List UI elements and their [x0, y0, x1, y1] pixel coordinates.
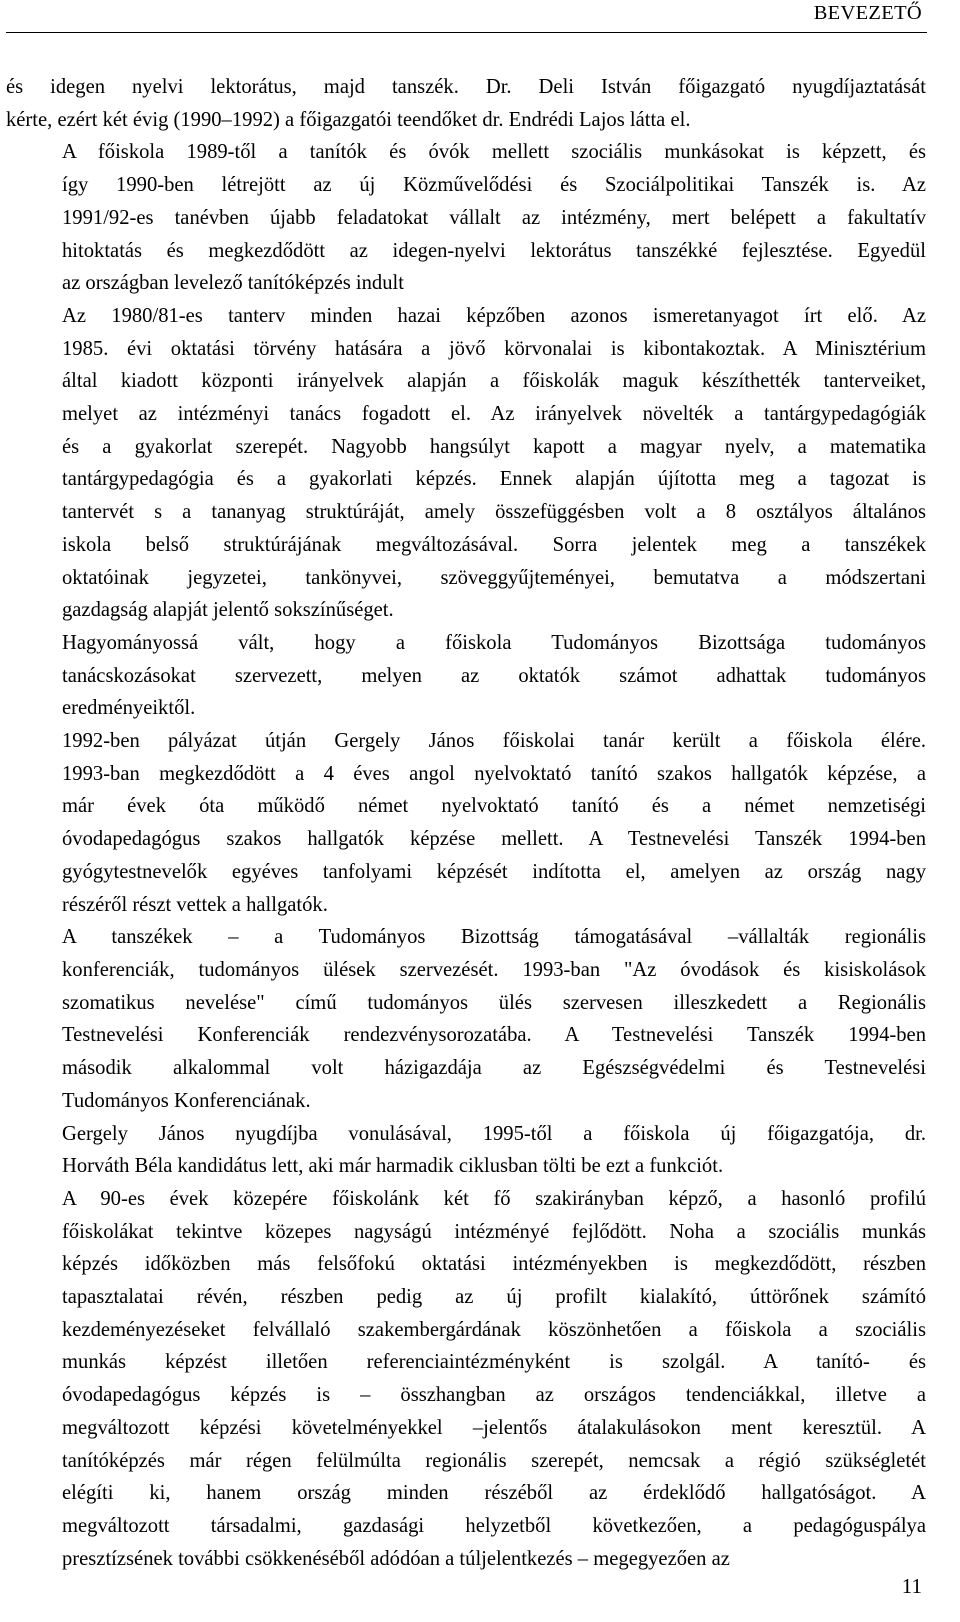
text-line: Hagyományossá vált, hogy a főiskola Tudományos Bizottsága tudományos: [62, 631, 926, 654]
text-line: második alkalommal volt házigazdája az Egészségvédelmi és Testnevelési: [62, 1057, 926, 1080]
text-line: oktatóinak jegyzetei, tankönyvei, szöveggyűjteményei, bemutatva a módszertani: [62, 566, 926, 589]
text-line: 1993-ban megkezdődött a 4 éves angol nyelvoktató tanító szakos hallgatók képzése, a: [62, 762, 926, 785]
paragraph: [6, 71, 926, 136]
text-line: az országban levelező tanítóképzés indult: [62, 272, 404, 295]
paragraph: [6, 300, 926, 627]
text-line: és a gyakorlat szerepét. Nagyobb hangsúlyt kapott a magyar nyelv, a matematika: [62, 435, 926, 458]
text-line: Az 1980/81-es tanterv minden hazai képzőben azonos ismeretanyagot írt elő. Az: [62, 304, 926, 327]
paragraph: [6, 921, 926, 1117]
body-text: [6, 71, 926, 1575]
text-line: 1992-ben pályázat útján Gergely János főiskolai tanár került a főiskola élére.: [62, 730, 926, 753]
header-rule: [6, 32, 927, 33]
text-line: főiskolákat tekintve közepes nagyságú intézményé fejlődött. Noha a szociális munkás: [62, 1220, 926, 1243]
text-line: tanítóképzés már régen felülmúlta regionális szerepét, nemcsak a régió szükségletét: [62, 1449, 926, 1472]
paragraph: [6, 1118, 926, 1183]
chapter-title: BEVEZETŐ: [813, 2, 922, 24]
text-line: hitoktatás és megkezdődött az idegen-nyelvi lektorátus tanszékké fejlesztése. Egyedül: [62, 239, 926, 262]
text-line: kezdeményezéseket felvállaló szakembergárdának köszönhetően a főiskola a szociális: [62, 1318, 926, 1341]
text-line: tanácskozásokat szervezett, melyen az oktatók számot adhattak tudományos: [62, 664, 926, 687]
text-line: 1985. évi oktatási törvény hatására a jövő körvonalai is kibontakoztak. A Minisztérium: [62, 337, 926, 360]
paragraph: [6, 136, 926, 300]
text-line: tantervét s a tananyag struktúráját, amely összefüggésben volt a 8 osztályos általános: [62, 501, 926, 524]
text-line: A 90-es évek közepére főiskolánk két fő szakirányban képző, a hasonló profilú: [62, 1187, 926, 1210]
paragraph: [6, 1183, 926, 1575]
text-line: részéről részt vettek a hallgatók.: [62, 893, 328, 916]
text-line: eredményeiktől.: [62, 697, 196, 720]
text-line: Tudományos Konferenciának.: [62, 1089, 311, 1112]
text-line: óvodapedagógus képzés is – összhangban az országos tendenciákkal, illetve a: [62, 1384, 926, 1407]
text-line: Testnevelési Konferenciák rendezvénysorozatába. A Testnevelési Tanszék 1994-ben: [62, 1024, 926, 1047]
text-line: óvodapedagógus szakos hallgatók képzése mellett. A Testnevelési Tanszék 1994-ben: [62, 828, 926, 851]
text-line: így 1990-ben létrejött az új Közművelődési és Szociálpolitikai Tanszék is. Az: [62, 174, 926, 197]
text-line: melyet az intézményi tanács fogadott el. Az irányelvek növelték a tantárgypedagógiák: [62, 403, 926, 426]
text-line: iskola belső struktúrájának megváltozásával. Sorra jelentek meg a tanszékek: [62, 533, 926, 556]
text-line: tantárgypedagógia és a gyakorlati képzés. Ennek alapján újította meg a tagozat is: [62, 468, 926, 491]
page-number: 11: [901, 1574, 922, 1598]
text-line: presztízsének további csökkenéséből adódóan a túljelentkezés – megegyezően az: [62, 1547, 730, 1570]
text-line: már évek óta működő német nyelvoktató tanító és a német nemzetiségi: [62, 795, 926, 818]
text-line: Horváth Béla kandidátus lett, aki már harmadik ciklusban tölti be ezt a funkciót.: [62, 1155, 724, 1178]
text-line: és idegen nyelvi lektorátus, majd tanszék. Dr. Deli István főigazgató nyugdíjaztatását: [6, 76, 926, 98]
text-line: szomatikus nevelése" című tudományos ülés szervesen illeszkedett a Regionális: [62, 991, 926, 1014]
text-line: tapasztalatai révén, részben pedig az új profilt kialakító, úttörőnek számító: [62, 1286, 926, 1309]
text-line: munkás képzést illetően referenciaintézményként is szolgál. A tanító- és: [62, 1351, 926, 1374]
text-line: A főiskola 1989-től a tanítók és óvók mellett szociális munkásokat is képzett, és: [62, 141, 926, 164]
text-line: Gergely János nyugdíjba vonulásával, 1995-től a főiskola új főigazgatója, dr.: [62, 1122, 926, 1145]
text-line: gazdagság alapját jelentő sokszínűséget.: [62, 599, 394, 622]
text-line: gyógytestnevelők egyéves tanfolyami képzését indította el, amelyen az ország nagy: [62, 860, 926, 883]
text-line: elégíti ki, hanem ország minden részéből az érdeklődő hallgatóságot. A: [62, 1482, 926, 1505]
running-header: [0, 0, 960, 44]
text-line: által kiadott központi irányelvek alapján a főiskolák maguk készíthették tanterveiket,: [62, 370, 926, 393]
paragraph: [6, 627, 926, 725]
text-line: képzés időközben más felsőfokú oktatási intézményekben is megkezdődött, részben: [62, 1253, 926, 1276]
text-line: megváltozott képzési követelményekkel –jelentős átalakulásokon ment keresztül. A: [62, 1416, 926, 1439]
text-line: konferenciák, tudományos ülések szervezését. 1993-ban "Az óvodások és kisiskolások: [62, 958, 926, 981]
text-line: A tanszékek – a Tudományos Bizottság támogatásával –vállalták regionális: [62, 926, 926, 949]
paragraph: [6, 725, 926, 921]
text-line: 1991/92-es tanévben újabb feladatokat vállalt az intézmény, mert belépett a fakultatív: [62, 206, 926, 229]
text-line: megváltozott társadalmi, gazdasági helyzetből következően, a pedagóguspálya: [62, 1514, 926, 1537]
text-line: kérte, ezért két évig (1990–1992) a főigazgatói teendőket dr. Endrédi Lajos látta el.: [6, 108, 691, 131]
